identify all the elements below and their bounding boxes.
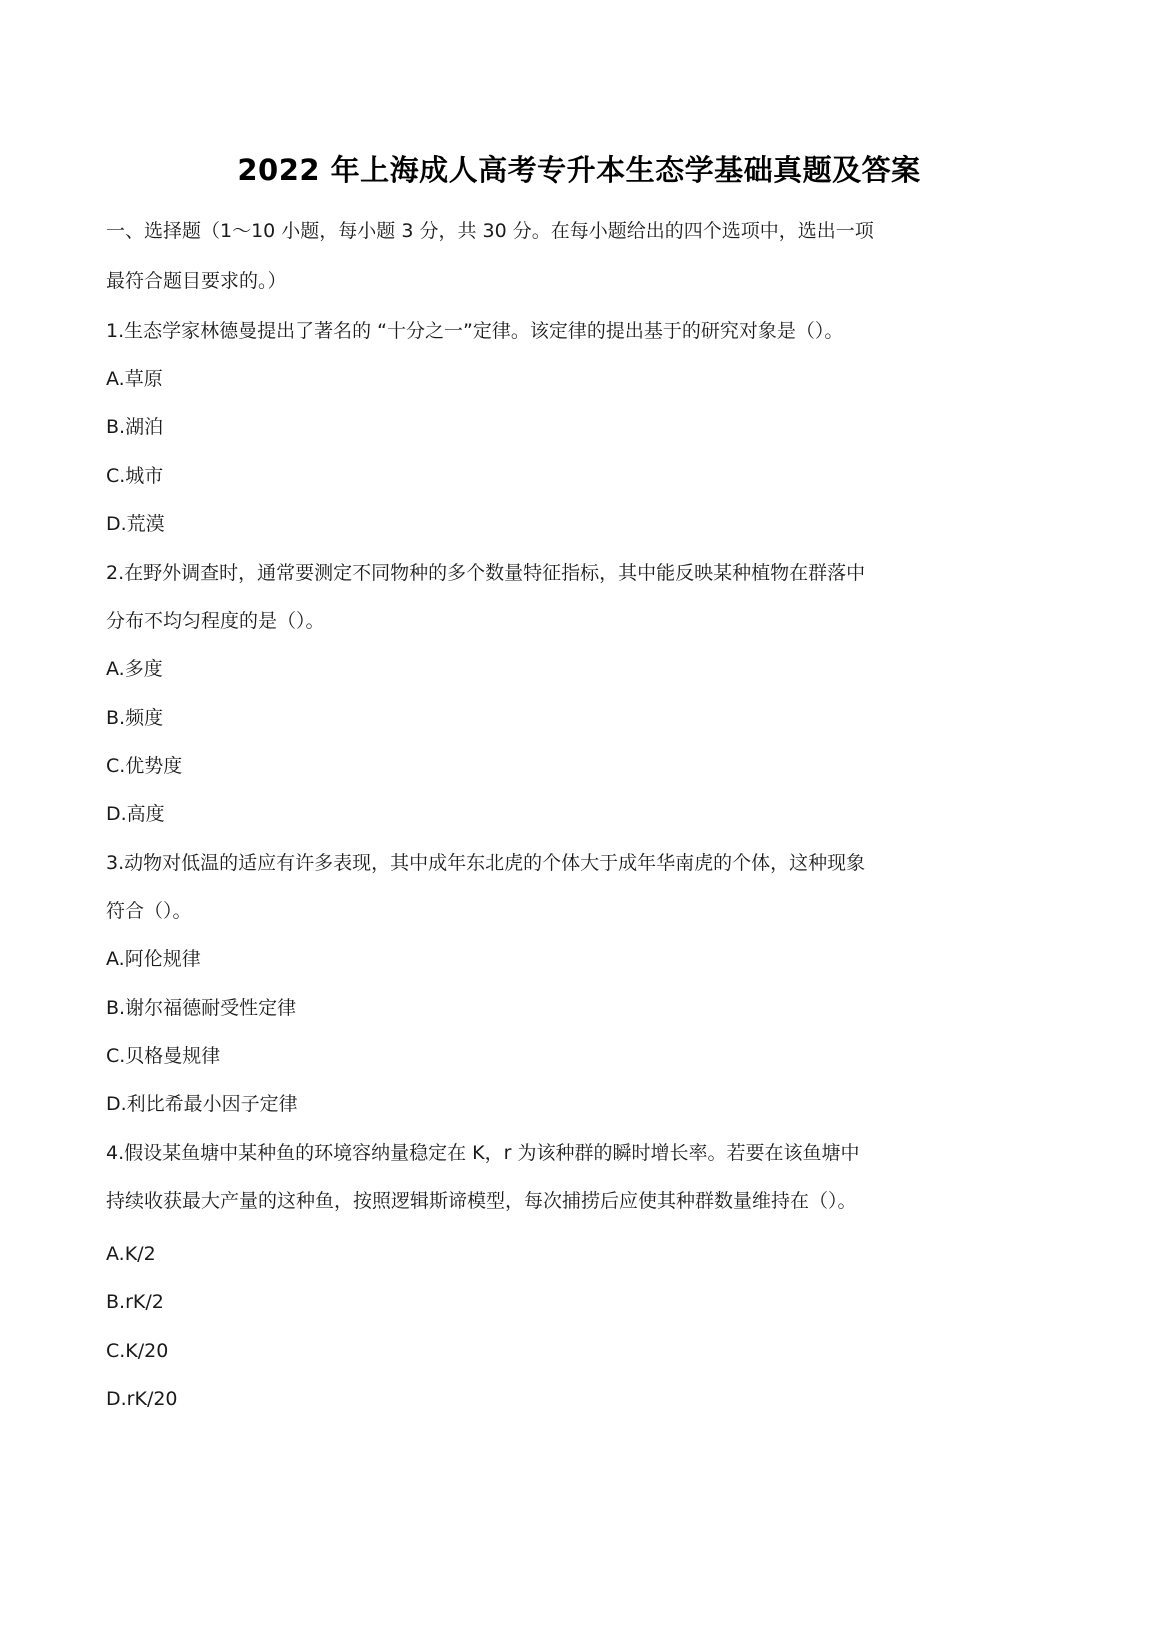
question-1-option-b: B.湖泊	[106, 416, 164, 438]
question-4-stem-line-1: 4.假设某鱼塘中某种鱼的环境容纳量稳定在 K，r 为该种群的瞬时增长率。若要在该鱼塘中	[106, 1142, 860, 1164]
question-3-option-c: C.贝格曼规律	[106, 1045, 221, 1067]
question-2-stem-line-1: 2.在野外调查时，通常要测定不同物种的多个数量特征指标，其中能反映某种植物在群落中	[106, 562, 866, 584]
question-3-option-d: D.利比希最小因子定律	[106, 1093, 298, 1115]
section-heading-line-2: 最符合题目要求的。）	[106, 270, 287, 292]
question-4-option-b: B.rK/2	[106, 1291, 164, 1313]
question-3-stem-line-2: 符合（）。	[106, 900, 192, 922]
question-2-option-b: B.频度	[106, 707, 164, 729]
question-2-option-a: A.多度	[106, 658, 163, 680]
question-1-option-a: A.草原	[106, 368, 163, 390]
question-1-option-c: C.城市	[106, 465, 164, 487]
section-heading-line-1: 一、选择题（1〜10 小题，每小题 3 分，共 30 分。在每小题给出的四个选项中，选出一项	[106, 220, 874, 242]
document-title: 2022 年上海成人高考专升本生态学基础真题及答案	[237, 153, 921, 187]
question-2-option-c: C.优势度	[106, 755, 183, 777]
question-1-stem: 1.生态学家林德曼提出了著名的 “十分之一”定律。该定律的提出基于的研究对象是（）。	[106, 320, 844, 342]
question-2-stem-line-2: 分布不均匀程度的是（）。	[106, 610, 325, 632]
question-3-option-a: A.阿伦规律	[106, 948, 201, 970]
question-4-option-d: D.rK/20	[106, 1388, 178, 1410]
question-3-stem-line-1: 3.动物对低温的适应有许多表现，其中成年东北虎的个体大于成年华南虎的个体，这种现象	[106, 852, 866, 874]
question-4-option-a: A.K/2	[106, 1243, 156, 1265]
question-4-stem-line-2: 持续收获最大产量的这种鱼，按照逻辑斯谛模型，每次捕捞后应使其种群数量维持在（）。	[106, 1190, 857, 1212]
question-1-option-d: D.荒漠	[106, 513, 165, 535]
question-2-option-d: D.高度	[106, 803, 165, 825]
question-3-option-b: B.谢尔福德耐受性定律	[106, 997, 297, 1019]
question-4-option-c: C.K/20	[106, 1340, 169, 1362]
